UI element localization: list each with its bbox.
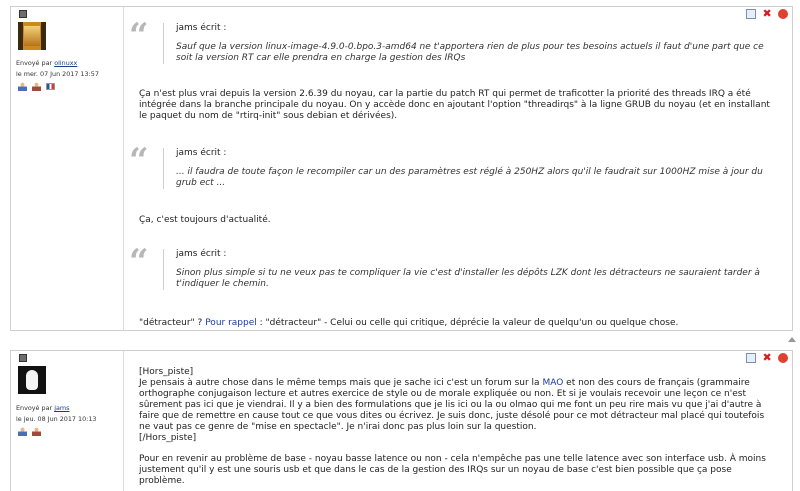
body-text: et non des cours de français (grammaire orthographe conjugaison lecture et autres exercice de style ou de morale expliquée ou non. Et si je voulais recevoir une leçon ce n'est sûrement pas ici que je viendrai. Il y a bien des formulations que je lis ici ou la ou olmao qui me font un peu rire mais vu que j'ai d'autre à faire que de remettre en cause tout ce que vous dites ou écrivez. Je suis donc, juste désolé pour ce mot détracteur mal placé qui toutefois ne vaut pas ce genre de "mise en spectacle". Je n'irai donc pas plus loin sur la question. xyxy=(139,378,765,432)
quote-block xyxy=(129,16,778,73)
quote-icon: “ xyxy=(129,242,149,282)
tag-close: [/Hors_piste] xyxy=(139,433,197,443)
mao-link[interactable]: MAO xyxy=(542,378,564,388)
france-flag-icon xyxy=(46,83,55,90)
avatar xyxy=(18,366,46,394)
quote-author: jams écrit : xyxy=(176,23,227,33)
author-link[interactable]: jams xyxy=(54,404,70,412)
quote-author: jams écrit : xyxy=(176,148,227,158)
post-paragraph xyxy=(139,367,778,444)
author-link[interactable]: olinuxx xyxy=(54,59,78,67)
profile-icon[interactable] xyxy=(18,82,27,91)
sent-by-label: Envoyé par xyxy=(16,59,53,67)
post-meta xyxy=(16,58,77,68)
quote-block xyxy=(129,141,778,198)
post-body xyxy=(139,378,778,433)
post-date: le jeu. 08 Jun 2017 10:13 xyxy=(16,415,97,423)
post-paragraph: Pour en revenir au problème de base - noyau basse latence ou non - cela n'empêche pas une telle latence avec son interface usb. À moins justement qu'il y est une souris usb et que dans le cas de la gestion des IRQs sur un noyau de base c'est bien possible que ça pose problème. xyxy=(139,454,766,486)
tag-open: [Hors_piste] xyxy=(139,367,194,377)
quote-icon: “ xyxy=(129,141,149,181)
reply-text: : "détracteur" - Celui ou celle qui critique, déprécie la valeur de quelqu'un ou quelque chose. xyxy=(256,318,679,328)
post-meta xyxy=(16,403,69,413)
quote-icon: “ xyxy=(129,16,149,56)
delete-icon[interactable]: ✖ xyxy=(762,7,772,20)
quote-text: Sauf que la version linux-image-4.9.0-0.bpo.3-amd64 ne t'apportera rien de plus pour tes besoins actuels il faut d'une part que ce soit la version RT car elle prendra en charge la gestion des IRQs xyxy=(176,42,764,63)
avatar xyxy=(18,22,46,50)
forum-post xyxy=(10,6,793,331)
forum-post xyxy=(10,350,793,491)
quote-author: jams écrit : xyxy=(176,249,227,259)
user-icons xyxy=(18,82,57,92)
profile-icon[interactable] xyxy=(18,427,27,436)
post-paragraph: Ça n'est plus vrai depuis la version 2.6.39 du noyau, car la partie du patch RT qui permet de traficotter la priorité des threads IRQ a été intégrée dans la branche principale du noyau. On y accède donc en ajoutant l'option "threadirqs" à la ligne GRUB du noyau (et en installant le paquet du nom de "rtirq-init" sous debian et dérivées). xyxy=(139,89,770,121)
post-status-icon xyxy=(19,354,27,362)
sent-by-label: Envoyé par xyxy=(16,404,53,412)
post-author-panel xyxy=(11,7,124,330)
definition-link[interactable]: Pour rappel xyxy=(205,318,257,328)
post-author-panel xyxy=(11,351,124,491)
quote-text: ... il faudra de toute façon le recompiler car un des paramètres est réglé à 250HZ alors qu'il le faudrait sur 1000HZ mise à jour du grub ect ... xyxy=(176,167,763,188)
back-to-top-icon[interactable] xyxy=(788,337,796,342)
user-status-icon xyxy=(32,427,41,436)
user-icons xyxy=(18,427,43,437)
post-content xyxy=(129,7,792,330)
post-content xyxy=(129,351,792,491)
post-status-icon xyxy=(19,10,27,18)
body-text: Je pensais à autre chose dans le même temps mais que je sache ici c'est un forum sur la xyxy=(139,378,543,388)
quote-block xyxy=(129,242,778,299)
post-paragraph xyxy=(139,318,778,329)
user-status-icon xyxy=(32,82,41,91)
reply-text: "détracteur" ? xyxy=(139,318,206,328)
post-date: le mer. 07 Jun 2017 13:57 xyxy=(16,70,99,78)
post-paragraph: Ça, c'est toujours d'actualité. xyxy=(139,215,271,225)
delete-icon[interactable]: ✖ xyxy=(762,351,772,364)
quote-text: Sinon plus simple si tu ne veux pas te compliquer la vie c'est d'installer les dépôts LZK dont les détracteurs ne sauraient tarder à t'indiquer le chemin. xyxy=(176,268,760,289)
